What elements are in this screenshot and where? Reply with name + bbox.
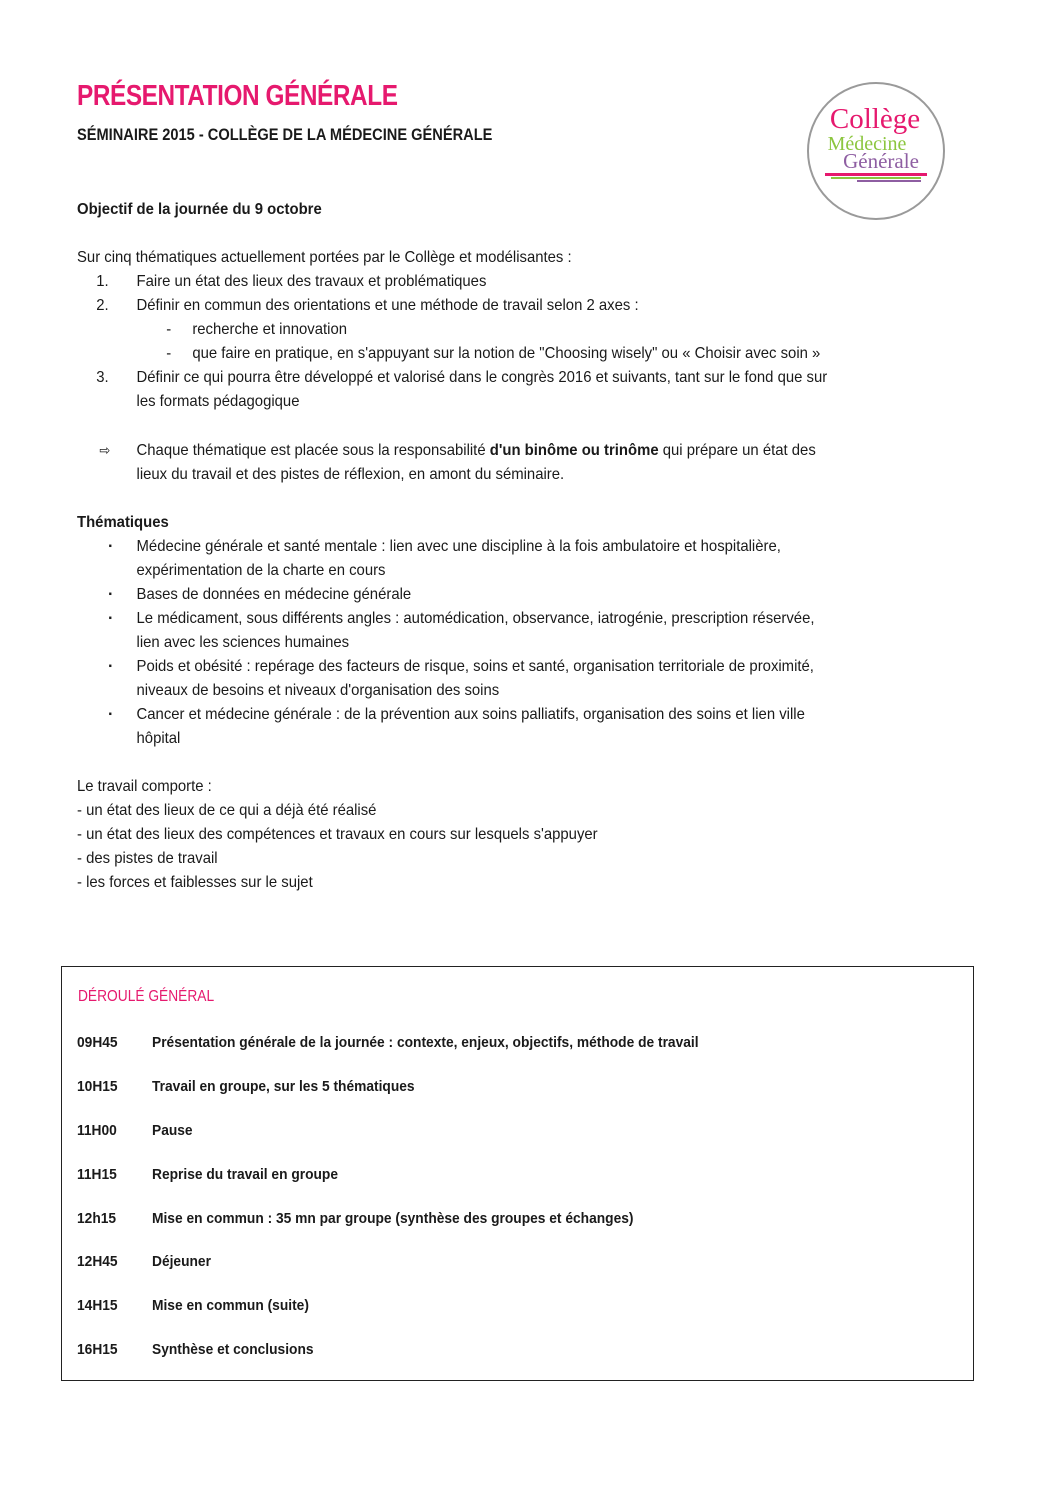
theme-item: ▪ Cancer et médecine générale : de la prévention aux soins palliatifs, organisation des soins et lien ville	[77, 703, 923, 727]
bullet-icon: ▪	[108, 661, 112, 672]
schedule-label: Reprise du travail en groupe	[152, 1167, 339, 1183]
objective-intro: Sur cinq thématiques actuellement portées par le Collège et modélisantes :	[77, 249, 572, 266]
objective-item-3-cont: les formats pédagogique	[136, 393, 300, 410]
schedule-time: 10H15	[77, 1079, 118, 1095]
arrow-right-icon: ⇨	[99, 442, 111, 458]
schedule-time: 16H15	[77, 1342, 118, 1358]
schedule-label: Mise en commun (suite)	[152, 1298, 309, 1314]
schedule-label: Déjeuner	[152, 1254, 211, 1270]
page-subtitle: SÉMINAIRE 2015 - COLLÈGE DE LA MÉDECINE GÉNÉRALE	[77, 125, 493, 144]
objective-item-3: 3. Définir ce qui pourra être développé et valorisé dans le congrès 2016 et suivants, tant sur le fond que sur	[96, 369, 828, 386]
logo-line1: Collège	[829, 103, 921, 135]
schedule-time: 14H15	[77, 1298, 118, 1314]
theme-item-cont: lien avec les sciences humaines	[136, 634, 350, 651]
theme-item: ▪ Le médicament, sous différents angles : automédication, observance, iatrogénie, prescription réservée,	[77, 607, 923, 631]
objective-item-1: 1. Faire un état des lieux des travaux et problématiques	[96, 273, 487, 290]
bullet-icon: ▪	[108, 613, 112, 624]
theme-item-cont: expérimentation de la charte en cours	[136, 562, 386, 579]
work-item: - un état des lieux de ce qui a déjà été réalisé	[77, 802, 377, 819]
schedule-label: Présentation générale de la journée : contexte, enjeux, objectifs, méthode de travail	[152, 1035, 699, 1051]
bullet-icon: ▪	[108, 541, 112, 552]
objective-item-2: 2. Définir en commun des orientations et une méthode de travail selon 2 axes :	[96, 297, 639, 314]
objective-note-cont: lieux du travail et des pistes de réflexion, en amont du séminaire.	[136, 466, 565, 483]
objective-note: ⇨ Chaque thématique est placée sous la responsabilité d'un binôme ou trinôme qui prépare un état des	[77, 438, 923, 463]
schedule-label: Pause	[152, 1123, 193, 1139]
schedule-label: Synthèse et conclusions	[152, 1342, 314, 1358]
schedule-time: 11H00	[77, 1123, 117, 1139]
objective-subitem-1: - recherche et innovation	[166, 321, 348, 338]
schedule-time: 12h15	[77, 1211, 117, 1227]
work-item: - un état des lieux des compétences et travaux en cours sur lesquels s'appuyer	[77, 826, 598, 843]
work-item: - des pistes de travail	[77, 850, 218, 867]
work-item: - les forces et faiblesses sur le sujet	[77, 874, 313, 891]
theme-item-cont: niveaux de besoins et niveaux d'organisation des soins	[136, 682, 500, 699]
objective-heading: Objectif de la journée du 9 octobre	[77, 201, 322, 218]
objective-subitem-2: - que faire en pratique, en s'appuyant sur la notion de "Choosing wisely" ou « Choisir avec soin »	[166, 345, 821, 362]
page-title: PRÉSENTATION GÉNÉRALE	[77, 80, 398, 112]
theme-item: ▪ Médecine générale et santé mentale : lien avec une discipline à la fois ambulatoire et hospitalière,	[77, 535, 923, 559]
bullet-icon: ▪	[108, 709, 112, 720]
schedule-time: 11H15	[77, 1167, 117, 1183]
themes-heading: Thématiques	[77, 514, 169, 531]
schedule-box	[61, 966, 974, 1381]
bullet-icon: ▪	[108, 589, 112, 600]
schedule-title: DÉROULÉ GÉNÉRAL	[78, 988, 215, 1005]
schedule-label: Travail en groupe, sur les 5 thématiques	[152, 1079, 415, 1095]
theme-item: ▪ Poids et obésité : repérage des facteurs de risque, soins et santé, organisation territoriale de proximité,	[77, 655, 923, 679]
theme-item-cont: hôpital	[136, 730, 181, 747]
schedule-label: Mise en commun : 35 mn par groupe (synthèse des groupes et échanges)	[152, 1211, 634, 1227]
schedule-time: 09H45	[77, 1035, 118, 1051]
document-body	[77, 198, 987, 895]
schedule-time: 12H45	[77, 1254, 118, 1270]
theme-item: ▪ Bases de données en médecine générale	[77, 583, 923, 607]
logo-line3: Générale	[843, 149, 919, 173]
logo-line2: Médecine	[827, 133, 907, 155]
work-heading: Le travail comporte :	[77, 778, 212, 795]
